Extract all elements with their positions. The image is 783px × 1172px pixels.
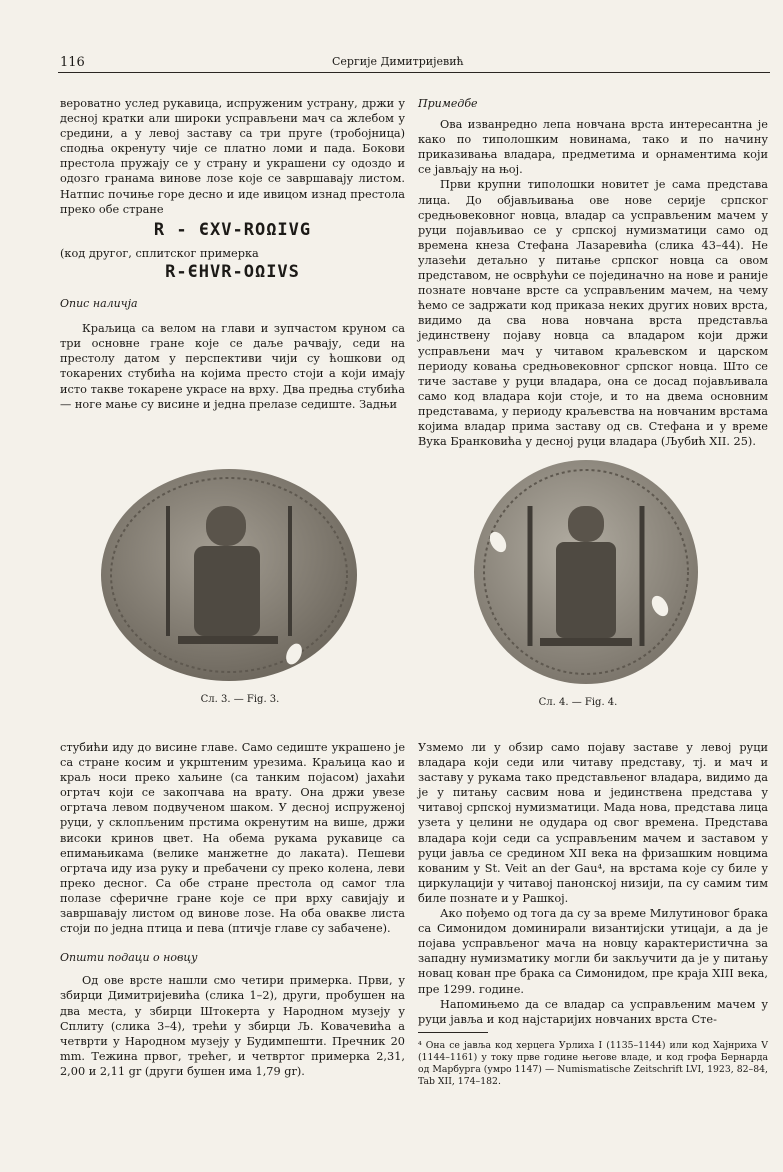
paragraph: Први крупни типолошки новитет је сама представа лица. До објављивања ове нове серије српског средњовековног новца, владар са усправљеним мачем у руци појављивао се у српској нумизматици само од времена кнеза Стефана Лазаревића (слика 43–44). Не улазећи детаљно у питање српског новца са овом представом, не осврћући се појединачно на нове и раније познате новчане врсте са усправљеним мачем, на чему ћемо се задржати код приказа неких других нових врста, видимо да сва нова новчана врста представља јединствену појаву новца са владаром који држи усправљени мач у читавом краљевском и царском периоду ковања средњовековног српског новца. Што се тиче заставе у руци владара, она се досад појављивала само код владара који стоје, и то на двема основним представама, у периоду краљевства на новчаним врстама којима владар прима заставу од св. Стефана и у време Вука Бранковића у десној руци владара (Љубић XII. 25). — [418, 178, 768, 449]
coin-legend-1: R - ЄXV-ROΩIVG — [153, 219, 312, 240]
paragraph: Од ове врсте нашли смо четири примерка. Први, у збирци Димитријевића (слика 1–2), други, пробушен на два места, у збирци Штокерта у Народном музеју у Сплиту (слика 3–4), трећи у збирци Љ. Ковачевића а четврти у Народном музеју у Будимпешти. Пречник 20 mm. Тежина првог, трећег, и четвртог примерка 2,31, 2,00 и 2,11 gr (други бушен има 1,79 gr). — [60, 974, 405, 1078]
section-heading: Опис наличја — [60, 297, 138, 311]
section-heading: Примедбе — [418, 97, 478, 110]
coin-photo-fig4 — [470, 456, 702, 688]
right-column-top — [418, 96, 768, 449]
figure-caption: Сл. 4. — Fig. 4. — [538, 697, 618, 708]
paragraph: стубићи иду до висине главе. Само седиште украшено је са стране косим и укрштеним урезима. Краљица као и краљ носи преко хаљине (са танким појасом) јахаћи огртач који се закопчава на врату. Она држи увезе огртача левом подвученом шаком. У десној испруженој руци, у склопљеним прстима окренутим на више, држи високи кринов цвет. На обема рукама рукавице са епимањикама (велике манжетне до лаката). Пешеви огртача иду иза руку и пребачени су преко колена, леви преко десног. Са обе стране престола од самог тла полазе сферичне гране које се при врху савијају и завршавају листом од винове лозе. На оба овакве листа стоји по једна птица и пева (птичје главе су забачене). — [60, 741, 405, 936]
left-column-top — [60, 96, 405, 412]
paragraph: Краљица са велом на глави и зупчастом круном са три основне гране које се даље рачвају, седи на престолу датом у перспективи чији су ћошкови од токарених стубића на којима престо стоји а који имају исто такве токарене украсе на врху. Два предња стубића — ноге мање су висине и једна прелазе седиште. Задњи — [60, 322, 405, 411]
footnote-rule — [418, 1032, 488, 1033]
footnote: ⁴ Она се јавља код херцега Урлиха I (1135–1144) или код Хајнриха V (1144–1161) у току прве године његове владе, и код грофа Бернарда од Марбурга (умро 1147) — Numismatische Zeitschrift LVI, 1923, 82–84, Tab XII, 174–182. — [418, 1040, 768, 1087]
running-title: Сергије Димитријевић — [332, 55, 464, 68]
figure-caption: Сл. 3. — Fig. 3. — [200, 694, 280, 705]
left-column-bottom — [60, 740, 405, 1079]
coin-photo-fig3 — [98, 466, 360, 684]
paragraph: Ова изванредно лепа новчана врста интересантна је како по типолошким новинама, тако и по начину приказивања владара, предметима и орнаментима који се јављају на њој. — [418, 118, 768, 177]
paragraph: Напомињемо да се владар са усправљеним мачем у руци јавља и код најстаријих новчаних врста Сте- — [418, 997, 768, 1026]
header-rule — [58, 72, 770, 73]
section-heading: Општи подаци о новцу — [60, 951, 198, 965]
paragraph: (код другог, сплитског примерка — [60, 246, 259, 260]
page-number: 116 — [60, 55, 85, 70]
paragraph: вероватно услед рукавица, испруженим устрану, држи у десној кратки али широки усправљени мач са жлебом у средини, а у левој заставу са три пруге (тробојница) сподња окренуту чије се платно ломи и пада. Бокови престола пружају се у страну и украшени су одоздо и одозго гранама винове лозе које се завршавају листом. Натпис почиње горе десно и иде ивицом изнад престола преко обе стране — [60, 97, 405, 216]
right-column-bottom — [418, 740, 768, 1027]
paragraph: Ако пођемо од тога да су за време Милутиновог брака са Симонидом доминирали византијски утицаји, а да је појава усправљеног мача на новцу карактеристична за западну нумизматику могли би закључити да је у питању новац кован пре брака са Симонидом, пре краја XIII века, пре 1299. године. — [418, 907, 768, 996]
coin-legend-2: R-ЄHVR-OΩIVS — [165, 261, 300, 282]
paragraph: Узмемо ли у обзир само појаву заставе у левој руци владара који седи или читаву представу, тј. и мач и заставу у рукама тако представљеног владара, видимо да је у питању сасвим нова и јединствена представа у читавој српској нумизматици. Мада нова, представа лица узета у целини не одудара од свог времена. Представа владара који седи са усправљеним мачем и заставом у руци јавља се средином XII века на фризашким новцима кованим у St. Veit an der Gau⁴, на врстама које су биле у циркулацији у читавој панонској низији, па су самим тим биле познате и у Рашкој. — [418, 741, 768, 905]
